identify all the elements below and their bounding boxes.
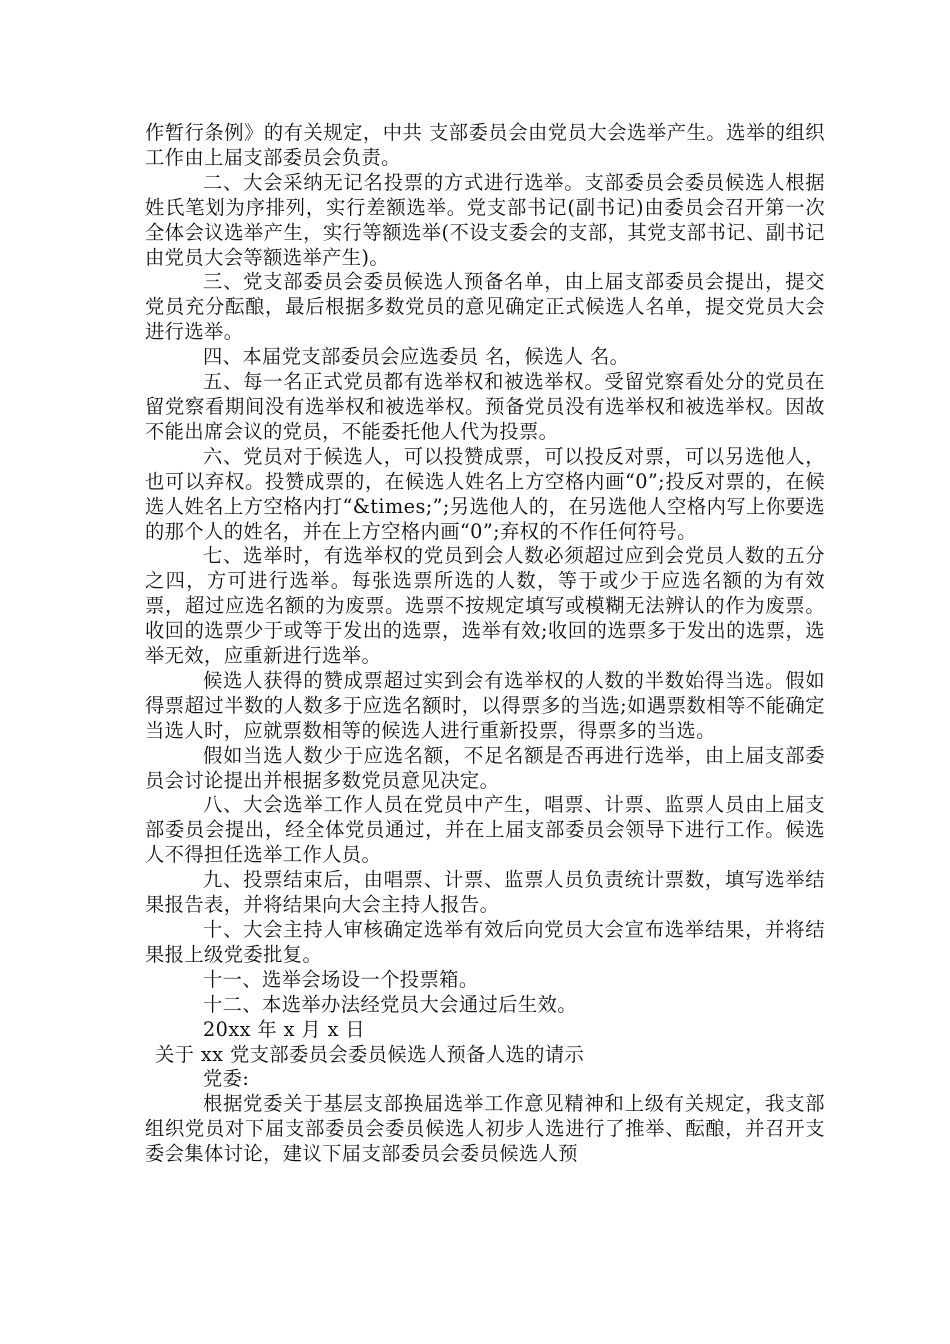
paragraph-3: 三、党支部委员会委员候选人预备名单，由上届支部委员会提出，提交党员充分酝酿，最后根据多数党员的意见确定正式候选人名单，提交党员大会进行选举。 bbox=[145, 270, 825, 344]
paragraph-4: 四、本届党支部委员会应选委员 名，候选人 名。 bbox=[203, 345, 630, 369]
paragraph-8: 候选人获得的赞成票超过实到会有选举权的人数的半数始得当选。假如得票超过半数的人数多于应选名额时，以得票多的当选;如遇票数相等不能确定当选人时，应就票数相等的候选人进行重新投票，得票多的当选。 bbox=[145, 668, 825, 742]
paragraph-9: 假如当选人数少于应选名额，不足名额是否再进行选举，由上届支部委员会讨论提出并根据多数党员意见决定。 bbox=[145, 743, 825, 792]
paragraph-request-body: 根据党委关于基层支部换届选举工作意见精神和上级有关规定，我支部组织党员对下届支部委员会委员候选人初步人选进行了推举、酝酿，并召开支委会集体讨论，建议下届支部委员会委员候选人预 bbox=[145, 1092, 825, 1166]
paragraph-2: 二、大会采纳无记名投票的方式进行选举。支部委员会委员候选人根据姓氏笔划为序排列，实行差额选举。党支部书记(副书记)由委员会召开第一次全体会议选举产生，实行等额选举(不设支委会的支部，其党支部书记、副书记由党员大会等额选举产生)。 bbox=[145, 170, 825, 269]
paragraph-12: 十、大会主持人审核确定选举有效后向党员大会宣布选举结果，并将结果报上级党委批复。 bbox=[145, 918, 825, 966]
paragraph-7: 七、选举时，有选举权的党员到会人数必须超过应到会党员人数的五分之四，方可进行选举。每张选票所选的人数，等于或少于应选名额的为有效票，超过应选名额的为废票。选票不按规定填写或模糊无法辨认的作为废票。收回的选票少于或等于发出的选票，选举有效;收回的选票多于发出的选票，选举无效，应重新进行选举。 bbox=[145, 544, 825, 668]
salutation: 党委: bbox=[203, 1067, 250, 1091]
paragraph-14: 十二、本选举办法经党员大会通过后生效。 bbox=[203, 992, 577, 1016]
paragraph-13: 十一、选举会场设一个投票箱。 bbox=[203, 967, 479, 991]
document-body bbox=[145, 121, 825, 1167]
paragraph-10: 八、大会选举工作人员在党员中产生，唱票、计票、监票人员由上届支部委员会提出，经全体党员通过，并在上届支部委员会领导下进行工作。候选人不得担任选举工作人员。 bbox=[145, 793, 825, 867]
request-title: 关于 xx 党支部委员会委员候选人预备人选的请示 bbox=[155, 1042, 585, 1066]
date-line: 20xx 年 x 月 x 日 bbox=[203, 1017, 366, 1041]
paragraph-11: 九、投票结束后，由唱票、计票、监票人员负责统计票数，填写选举结果报告表，并将结果向大会主持人报告。 bbox=[145, 868, 825, 917]
paragraph-5: 五、每一名正式党员都有选举权和被选举权。受留党察看处分的党员在留党察看期间没有选举权和被选举权。预备党员没有选举权和被选举权。因故不能出席会议的党员，不能委托他人代为投票。 bbox=[145, 370, 825, 443]
paragraph-1: 作暂行条例》的有关规定，中共 支部委员会由党员大会选举产生。选举的组织工作由上届支部委员会负责。 bbox=[145, 121, 825, 169]
paragraph-6: 六、党员对于候选人，可以投赞成票，可以投反对票，可以另选他人，也可以弃权。投赞成票的，在候选人姓名上方空格内画“0”;投反对票的，在候选人姓名上方空格内打“&times;”;另选他人的，在另选他人空格内写上你要选的那个人的姓名，并在上方空格内画“0”;弃权的不作任何符号。 bbox=[145, 444, 825, 543]
